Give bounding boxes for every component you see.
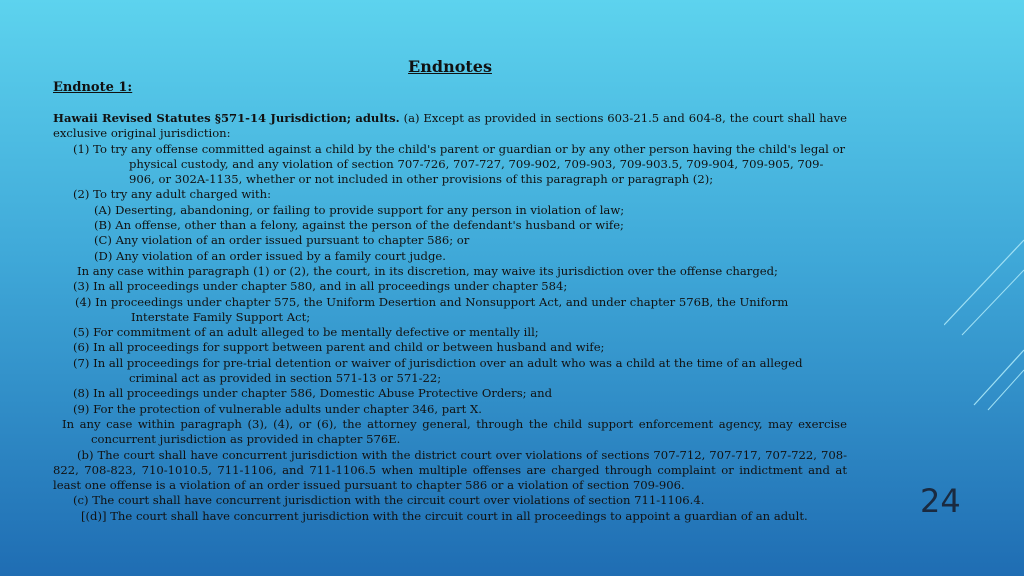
item-4: (4) In proceedings under chapter 575, the Uniform Desertion and Nonsupport Act, and under chapter 576B, the Uniform Interstate Family Support Act; bbox=[75, 294, 789, 324]
decorative-lines bbox=[944, 230, 1024, 430]
statute-intro: (a) Except as provided in sections 603-21.5 and 604-8, the court shall have exclusive original jurisdiction: bbox=[53, 111, 848, 141]
item-2: (2) To try any adult charged with: bbox=[73, 187, 271, 202]
item-3: (3) In all proceedings under chapter 580, and in all proceedings under chapter 584; bbox=[73, 279, 568, 294]
paragraph-c: (c) The court shall have concurrent jurisdiction with the circuit court over violations of section 711-1106.4. bbox=[73, 493, 705, 508]
item-2a: (A) Deserting, abandoning, or failing to provide support for any person in violation of law; bbox=[94, 202, 625, 217]
paragraph-d: [(d)] The court shall have concurrent jurisdiction with the circuit court in all proceedings to appoint a guardian of an adult. bbox=[81, 508, 808, 523]
waive-paragraph: In any case within paragraph (1) or (2), the court, in its discretion, may waive its jurisdiction over the offense charged; bbox=[77, 263, 778, 278]
item-1: (1) To try any offense committed against a child by the child's parent or guardian or by any other person having the child's legal or physical custody, and any violation of section 707-726, 707-727, 709-902, 709-903, 709-903.5, 709-904, 709-905, 709-906, or 302A-1135, whether or not included in other provisions of this paragraph or paragraph (2); bbox=[73, 141, 846, 187]
item-2b: (B) An offense, other than a felony, against the person of the defendant's husband or wife; bbox=[94, 218, 624, 233]
statute-text bbox=[53, 111, 847, 524]
item-6: (6) In all proceedings for support between parent and child or between husband and wife; bbox=[73, 340, 605, 355]
item-7: (7) In all proceedings for pre-trial detention or waiver of jurisdiction over an adult who was a child at the time of an alleged criminal act as provided in section 571-13 or 571-22; bbox=[73, 355, 803, 386]
statute-lead bbox=[53, 111, 847, 142]
item-8: (8) In all proceedings under chapter 586, Domestic Abuse Protective Orders; and bbox=[73, 386, 553, 401]
concurrent-paragraph: In any case within paragraph (3), (4), or (6), the attorney general, through the child support enforcement agency, may exercise concurrent jurisdiction as provided in chapter 576E. bbox=[62, 416, 847, 447]
item-9: (9) For the protection of vulnerable adults under chapter 346, part X. bbox=[73, 401, 482, 416]
item-2c: (C) Any violation of an order issued pursuant to chapter 586; or bbox=[94, 233, 470, 248]
page-number: 24 bbox=[920, 482, 961, 520]
item-5: (5) For commitment of an adult alleged to be mentally defective or mentally ill; bbox=[73, 325, 539, 340]
page-title: Endnotes bbox=[408, 57, 492, 76]
statute-heading: Hawaii Revised Statutes §571-14 Jurisdiction; adults. bbox=[53, 111, 400, 125]
endnote-label: Endnote 1: bbox=[53, 80, 133, 95]
item-2d: (D) Any violation of an order issued by a family court judge. bbox=[94, 248, 446, 263]
paragraph-b: (b) The court shall have concurrent jurisdiction with the district court over violations of sections 707-712, 707-717, 707-722, 708-822, 708-823, 710-1010.5, 711-1106, and 711-1106.5 when multiple offenses are charged through complaint or indictment and at least one offense is a violation of an order issued pursuant to chapter 586 or a violation of section 709-906. bbox=[53, 447, 847, 493]
